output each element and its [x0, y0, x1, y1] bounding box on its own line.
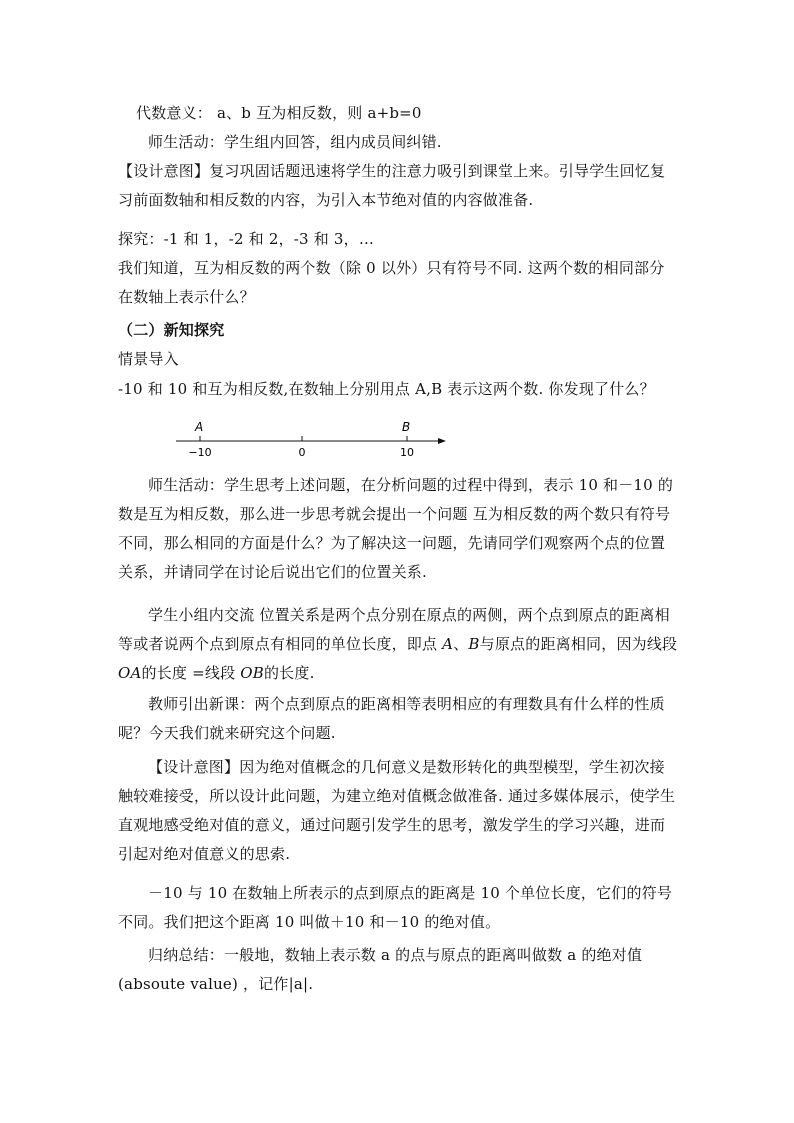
- exploration-line: 探究：-1 和 1，-2 和 2，-3 和 3，…: [118, 230, 375, 248]
- absolute-value-definition: 归纳总结：一般地，数轴上表示数 a 的点与原点的距离叫做数 a 的绝对值(absoute value) ，记作|a|.: [118, 946, 643, 993]
- algebraic-meaning-line: 代数意义： a、b 互为相反数，则 a+b=0: [136, 104, 422, 122]
- group-discussion-text-4: 的长度.: [263, 664, 315, 682]
- point-separator: 、: [453, 635, 469, 653]
- teacher-introduction-paragraph: 教师引出新课：两个点到原点的距离相等表明相应的有理数具有什么样的性质呢？今天我们就来研究这个问题.: [118, 695, 665, 742]
- teacher-student-activity-2: 师生活动：学生思考上述问题，在分析问题的过程中得到，表示 10 和－10 的数是互为相反数，那么进一步思考就会提出一个问题 互为相反数的两个数只有符号不同，那么相同的方面是什么？为了解决这一问题，先请同学们观察两个点的位置关系，并请同学在讨论后说出它们的位置关系.: [118, 476, 674, 581]
- section-heading-new-knowledge: （二）新知探究: [118, 321, 225, 339]
- group-discussion-paragraph: [118, 601, 678, 688]
- number-line-question: -10 和 10 和互为相反数,在数轴上分别用点 A,B 表示这两个数. 你发现了什么？: [118, 380, 655, 398]
- point-a-label: A: [195, 420, 204, 434]
- tick-label-neg10: −10: [188, 446, 212, 459]
- group-discussion-text-1: 学生小组内交流 位置关系是两个点分别在原点的两侧，两个点到原点的距离相等或者说两个点到原点有相同的单位长度，即点: [118, 606, 670, 653]
- absolute-value-example: －10 与 10 在数轴上所表示的点到原点的距离是 10 个单位长度，它们的符号不同。我们把这个距离 10 叫做＋10 和－10 的绝对值。: [118, 884, 673, 931]
- point-b-ref: B: [468, 635, 480, 653]
- scenario-intro-heading: 情景导入: [118, 350, 179, 368]
- opposite-numbers-question: 我们知道，互为相反数的两个数（除 0 以外）只有符号不同. 这两个数的相同部分在数轴上表示什么？: [118, 259, 665, 306]
- teacher-student-activity-1: 师生活动：学生组内回答，组内成员间纠错.: [148, 133, 442, 151]
- group-discussion-text-2: 与原点的距离相同，因为线段: [479, 635, 678, 653]
- point-a-ref: A: [442, 635, 454, 653]
- number-line-figure: [170, 412, 460, 460]
- number-line-arrow-icon: [438, 438, 446, 444]
- tick-label-10: 10: [400, 446, 414, 459]
- group-discussion-text-3: 的长度 =线段: [141, 664, 241, 682]
- segment-ob-ref: OB: [240, 664, 264, 682]
- design-intent-1: 【设计意图】复习巩固话题迅速将学生的注意力吸引到课堂上来。引导学生回忆复习前面数轴和相反数的内容，为引入本节绝对值的内容做准备.: [118, 162, 666, 209]
- segment-oa-ref: OA: [118, 664, 142, 682]
- point-b-label: B: [402, 420, 411, 434]
- tick-label-0: 0: [298, 446, 306, 459]
- design-intent-2: 【设计意图】因为绝对值概念的几何意义是数形转化的典型模型，学生初次接触较难接受，所以设计此问题，为建立绝对值概念做准备. 通过多媒体展示，使学生直观地感受绝对值的意义，通过问题引发学生的思考，激发学生的学习兴趣，进而引起对绝对值意义的思索.: [118, 758, 676, 863]
